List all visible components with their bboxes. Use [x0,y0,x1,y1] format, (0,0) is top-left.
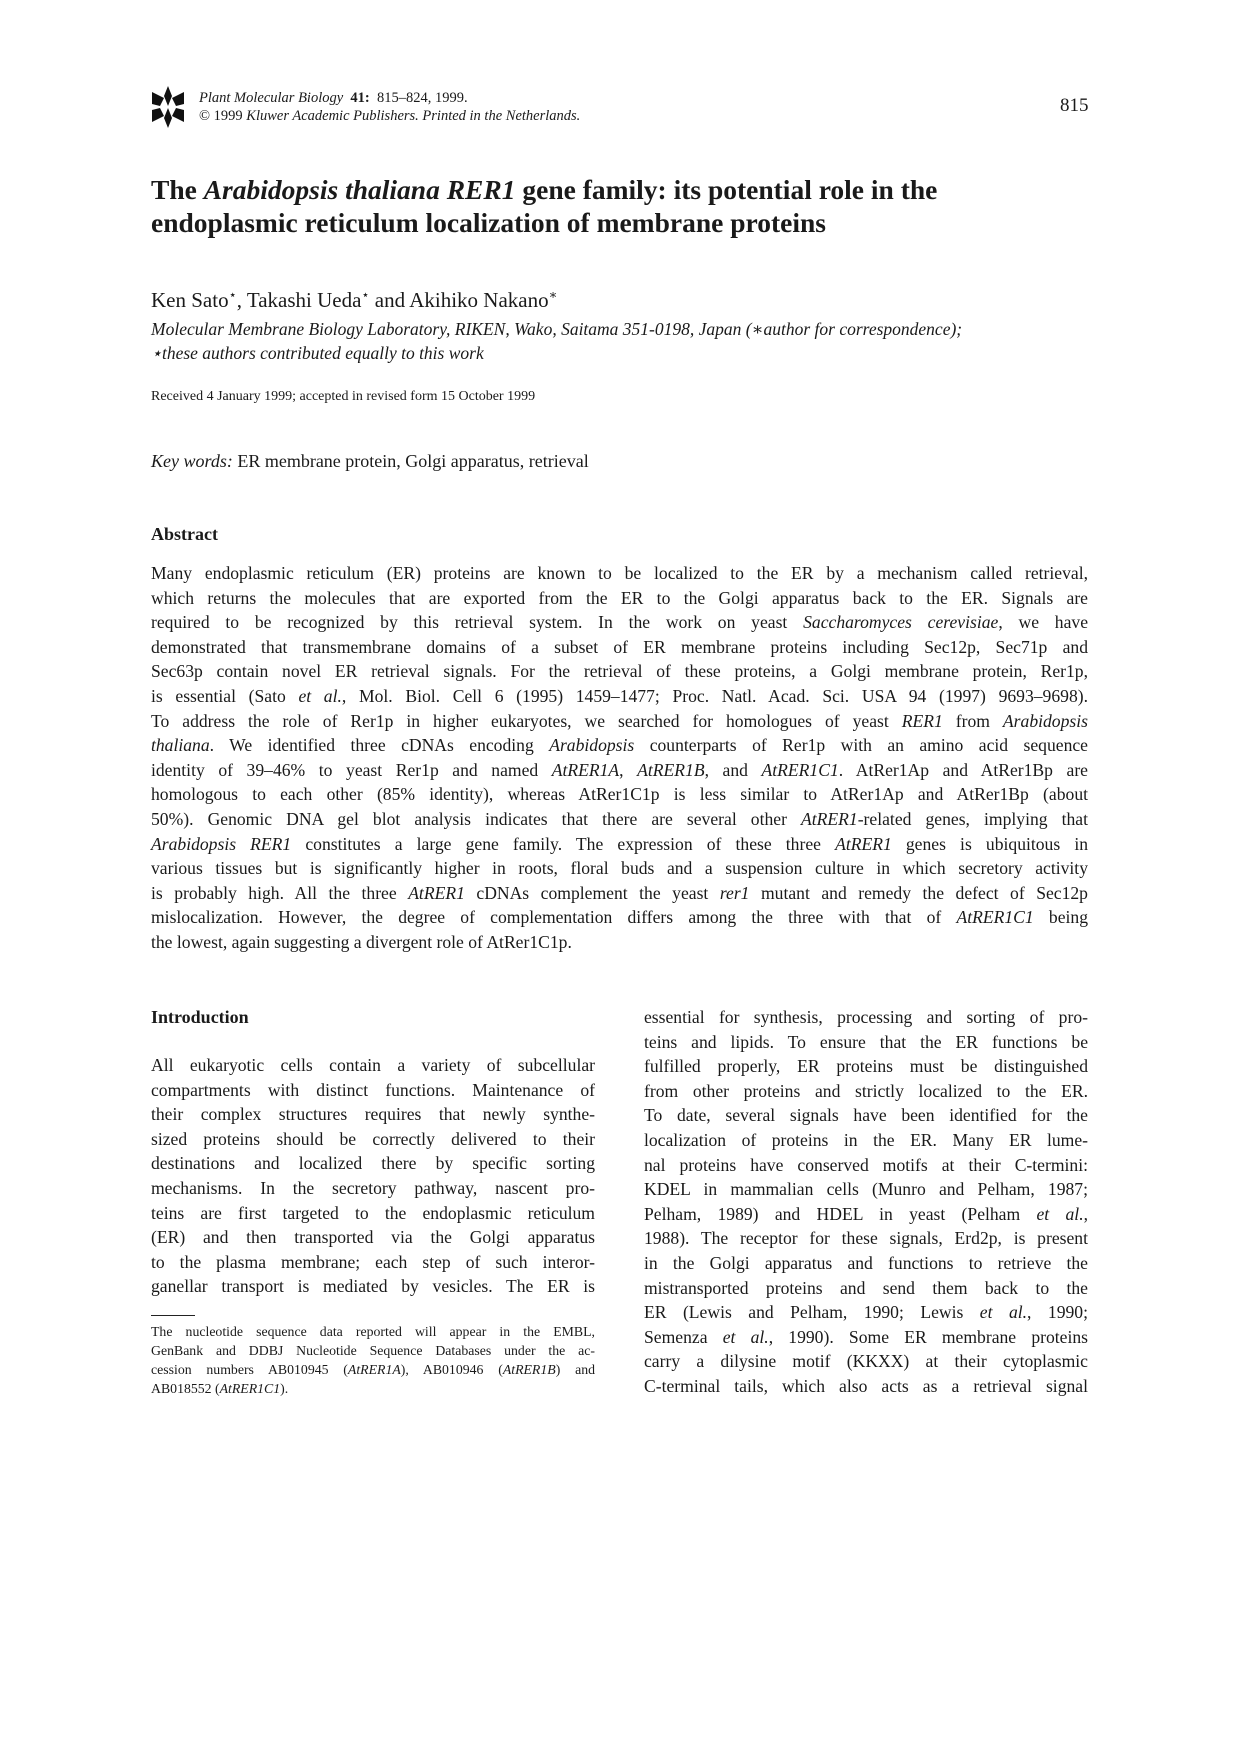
introduction-heading: Introduction [151,1007,249,1027]
introduction-column-left: All eukaryotic cells contain a variety of subcellular compartments with distinct functions. Maintenance of their complex structures requires that newly synthe- sized proteins should be correctly delivered to their destinations and localized there by specific sorting mechanisms. In the secretory pathway, nascent pro- teins are first targeted to the endoplasmic reticulum (ER) and then transported via the Golgi apparatus to the plasma membrane; each step of such interor- ganellar transport is mediated by vesicles. The ER is [151,1055,595,1297]
star-mark: ⋆ [361,287,370,302]
author-list: Ken Sato⋆, Takashi Ueda⋆ and Akihiko Nakano∗ [151,287,558,312]
keywords: Key words: ER membrane protein, Golgi apparatus, retrieval [151,451,589,471]
publisher-logo-icon [150,84,186,130]
introduction-column-right: essential for synthesis, processing and sorting of pro- teins and lipids. To ensure that the ER functions be fulfilled properly, ER proteins must be distinguished from other proteins and strictly localized to the ER. To date, several signals have been identified for the localization of proteins in the ER. Many ER lume- nal proteins have conserved motifs at their C-termini: KDEL in mammalian cells (Munro and Pelham, 1987; Pelham, 1989) and HDEL in yeast (Pelham et al., 1988). The receptor for these signals, Erd2p, is present in the Golgi apparatus and functions to retrieve the mistransported proteins and send them back to the ER (Lewis and Pelham, 1990; Lewis et al., 1990; Semenza et al., 1990). Some ER membrane proteins carry a dilysine motif (KKXX) at their cytoplasmic C-terminal tails, which also acts as a retrieval signal [644,1007,1088,1396]
abstract-heading: Abstract [151,524,218,544]
article-title: The Arabidopsis thaliana RER1 gene family: its potential role in the endoplasmic reticulum localization of membrane proteins [151,174,938,238]
abstract-body: Many endoplasmic reticulum (ER) proteins are known to be localized to the ER by a mechanism called retrieval, which returns the molecules that are exported from the ER to the Golgi apparatus back to the ER. Signals are required to be recognized by this retrieval system. In the work on yeast Saccharomyces cerevisiae, we have demonstrated that transmembrane domains of a subset of ER membrane proteins including Sec12p, Sec71p and Sec63p contain novel ER retrieval signals. For the retrieval of these proteins, a Golgi membrane protein, Rer1p, is essential (Sato et al., Mol. Biol. Cell 6 (1995) 1459–1477; Proc. Natl. Acad. Sci. USA 94 (1997) 9693–9698). To address the role of Rer1p in higher eukaryotes, we searched for homologues of yeast RER1 from Arabidopsis thaliana. We identified three cDNAs encoding Arabidopsis counterparts of Rer1p with an amino acid sequence identity of 39–46% to yeast Rer1p and named AtRER1A, AtRER1B, and AtRER1C1. AtRer1Ap and AtRer1Bp are homologous to each other (85% identity), whereas AtRer1C1p is less similar to AtRer1Ap and AtRer1Bp (about 50%). Genomic DNA gel blot analysis indicates that there are several other AtRER1-related genes, implying that Arabidopsis RER1 constitutes a large gene family. The expression of these three AtRER1 genes is ubiquitous in various tissues but is significantly higher in roots, floral buds and a suspension culture in which secretory activity is probably high. All the three AtRER1 cDNAs complement the yeast rer1 mutant and remedy the defect of Sec12p mislocalization. However, the degree of complementation differs among the three with that of AtRER1C1 being the lowest, again suggesting a divergent role of AtRer1C1p. [151,563,1089,952]
footnote: The nucleotide sequence data reported will appear in the EMBL, GenBank and DDBJ Nucleotide Sequence Databases under the ac- cession numbers AB010945 (AtRER1A), AB010946 (AtRER1B) and AB018552 (AtRER1C1). [151,1324,595,1396]
received-date: Received 4 January 1999; accepted in revised form 15 October 1999 [151,389,536,404]
affiliation: Molecular Membrane Biology Laboratory, RIKEN, Wako, Saitama 351-0198, Japan (∗author for correspondence); ⋆these authors contributed equally to this work [151,319,963,363]
footnote-rule [151,1315,195,1316]
journal-citation: Plant Molecular Biology 41: 815–824, 1999. © 1999 Kluwer Academic Publishers. Printed in the Netherlands. [199,90,581,124]
page-number: 815 [1060,95,1089,116]
